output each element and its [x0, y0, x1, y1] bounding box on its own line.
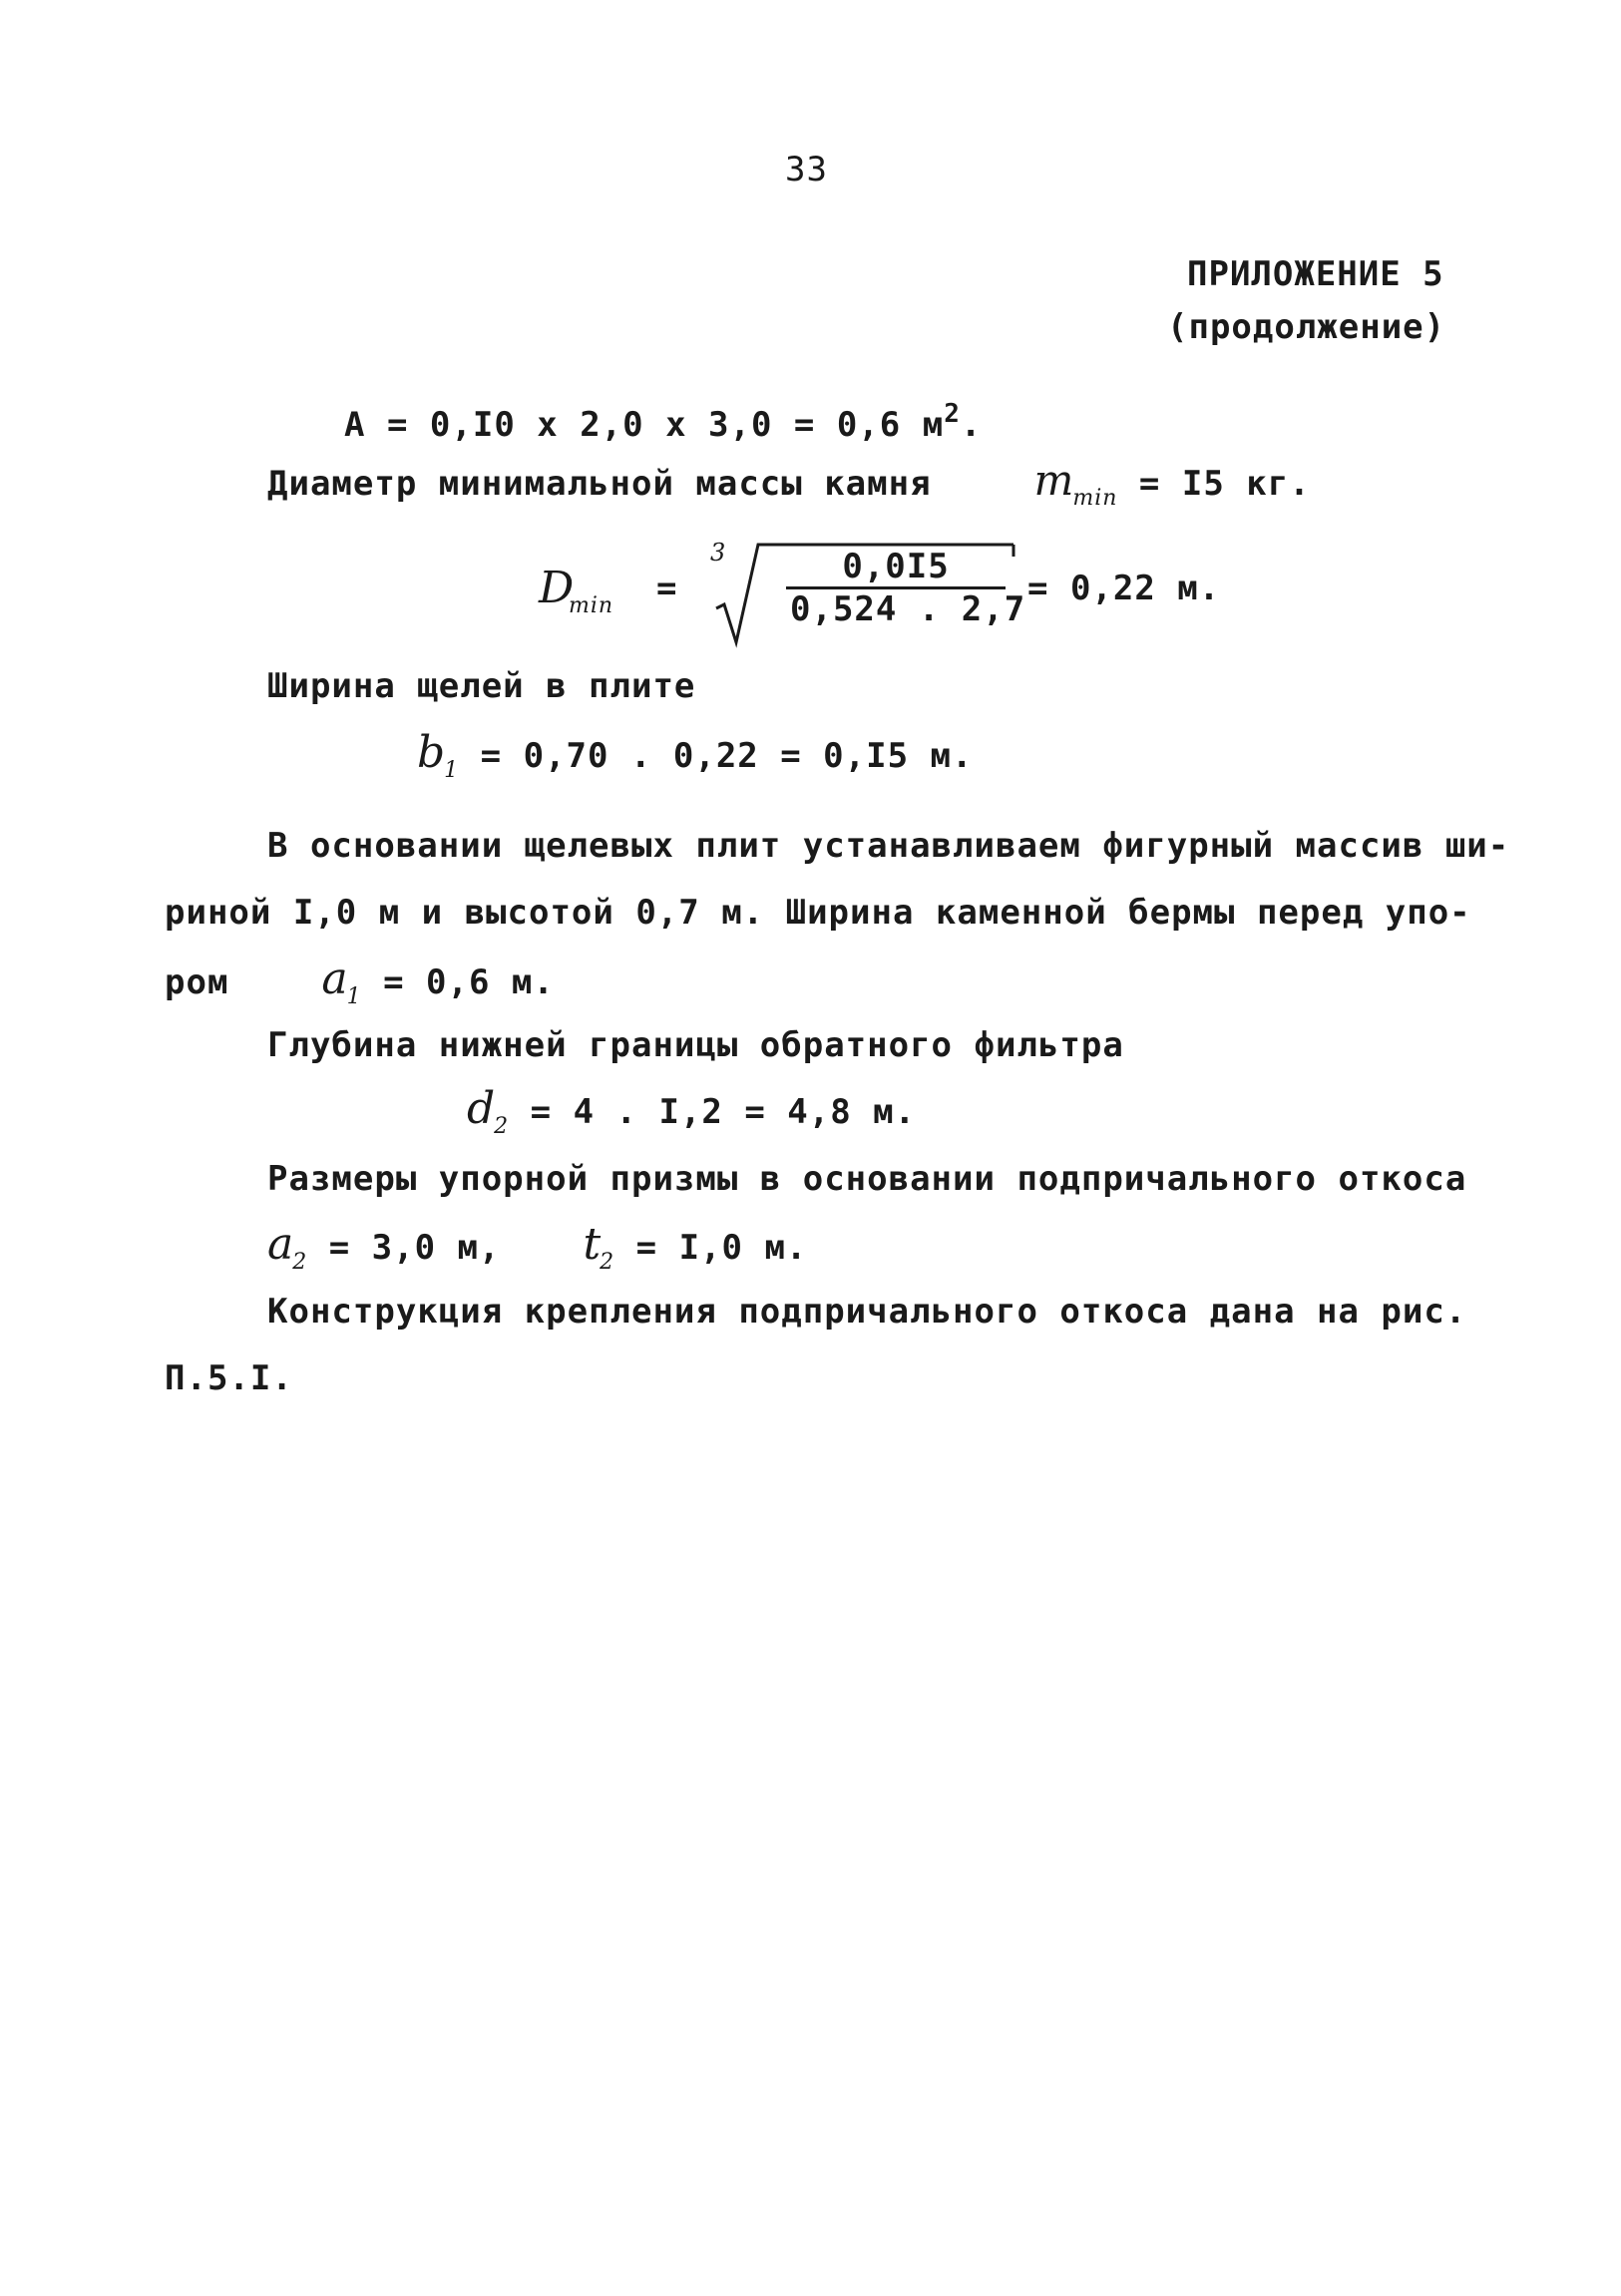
a2-symbol: a: [267, 1219, 295, 1270]
t2-sub: 2: [600, 1250, 615, 1275]
area-formula: [344, 394, 982, 445]
appendix-subtitle: (продолжение): [1167, 307, 1446, 347]
cube-root-sign: [686, 539, 784, 648]
a1-value: = 0,6 м.: [383, 962, 555, 1002]
b1-sub: 1: [444, 758, 460, 783]
b1-formula: [417, 727, 974, 791]
slot-width-label: Ширина щелей в плите: [267, 666, 696, 706]
construction-line-1: Конструкция крепления подпричального откоса дана на рис.: [267, 1292, 1467, 1332]
a1-sub: 1: [346, 984, 362, 1009]
d-min-equals: =: [656, 569, 678, 608]
d2-symbol: d: [467, 1083, 497, 1134]
fraction-denominator: 0,524 . 2,7: [790, 589, 1026, 629]
fraction-numerator: 0,0I5: [786, 547, 1006, 589]
d2-sub: 2: [494, 1114, 510, 1139]
d2-expression: = 4 . I,2 = 4,8 м.: [530, 1092, 917, 1132]
a2-sub: 2: [292, 1250, 308, 1275]
depth-label: Глубина нижней границы обратного фильтра: [267, 1025, 1124, 1065]
appendix-title: ПРИЛОЖЕНИЕ 5: [1187, 254, 1444, 294]
b1-symbol: b: [417, 727, 447, 778]
paragraph-line-3: [165, 954, 555, 1017]
page-number: 33: [785, 150, 828, 190]
area-tail: .: [960, 405, 983, 445]
min-mass-value: = I5 кг.: [1138, 464, 1311, 504]
min-mass-symbol: m: [1033, 456, 1075, 505]
area-lhs: A: [344, 405, 366, 445]
prism-values: [267, 1219, 808, 1283]
d2-formula: [467, 1083, 917, 1147]
min-mass-text: Диаметр минимальной массы камня: [267, 464, 932, 504]
t2-value: = I,0 м.: [635, 1228, 808, 1268]
paragraph-line-3-prefix: ром: [165, 962, 229, 1002]
paragraph-line-1: В основании щелевых плит устанавливаем фигурный массив ши-: [267, 826, 1510, 866]
a1-symbol: a: [321, 954, 349, 1004]
d-min-result: = 0,22 м.: [1027, 569, 1221, 608]
b1-expression: = 0,70 . 0,22 = 0,I5 м.: [480, 736, 974, 776]
root-index: 3: [710, 539, 727, 567]
a2-value: = 3,0 м,: [328, 1228, 501, 1268]
min-mass-sub: min: [1072, 486, 1118, 511]
area-exponent: 2: [944, 399, 961, 429]
d-min-symbol: D: [539, 563, 576, 613]
t2-symbol: t: [583, 1219, 603, 1270]
paragraph-line-2: риной I,0 м и высотой 0,7 м. Ширина каменной бермы перед упо-: [165, 893, 1471, 933]
root-fraction: [786, 547, 1029, 629]
d-min-sub: min: [569, 593, 614, 618]
prism-label: Размеры упорной призмы в основании подпричального откоса: [267, 1159, 1467, 1199]
area-rhs: = 0,I0 x 2,0 x 3,0 = 0,6 м: [386, 405, 945, 445]
construction-line-2: П.5.I.: [165, 1358, 293, 1398]
min-mass-line: [267, 456, 1311, 519]
